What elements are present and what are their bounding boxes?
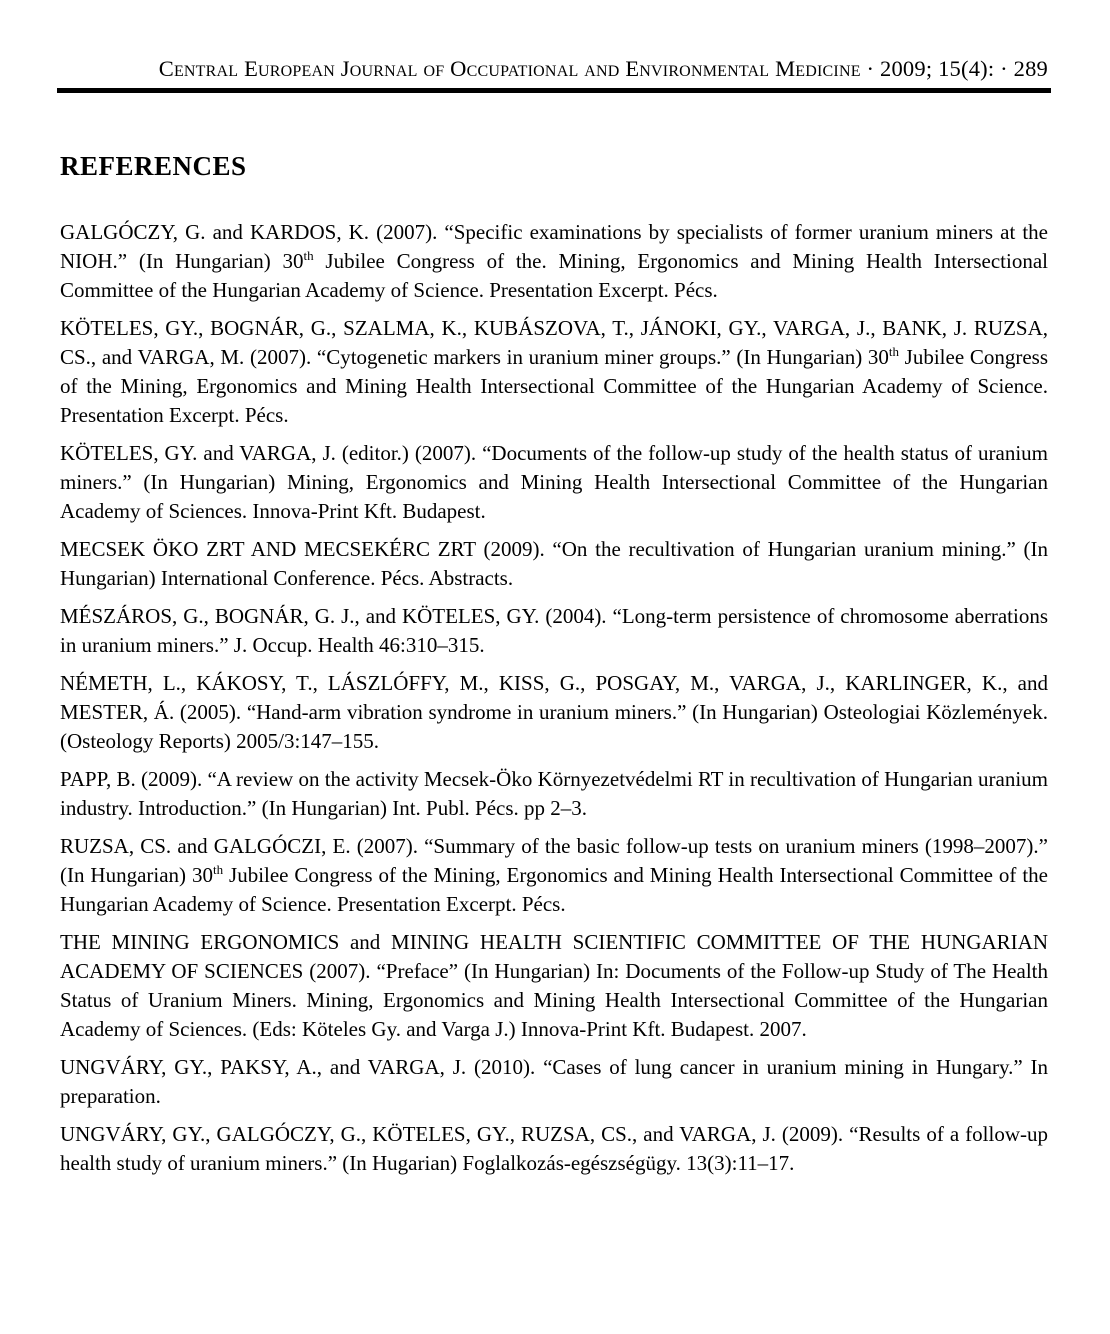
- header-rule: [57, 88, 1051, 93]
- reference-text: UNGVÁRY, GY., PAKSY, A., and VARGA, J. (2010). “Cases of lung cancer in uranium mining in Hungary.” In preparation.: [60, 1055, 1048, 1108]
- reference-text: UNGVÁRY, GY., GALGÓCZY, G., KÖTELES, GY., RUZSA, CS., and VARGA, J. (2009). “Results of a follow-up health study of uranium miners.” (In Hugarian) Foglalkozás-egészségügy. 13(3):11–17.: [60, 1122, 1048, 1175]
- reference-entry: [60, 602, 1048, 660]
- ordinal-superscript: th: [888, 344, 899, 359]
- reference-text: Jubilee Congress of the Mining, Ergonomics and Mining Health Intersectional Committee of the Hungarian Academy of Science. Presentation Excerpt. Pécs.: [60, 863, 1048, 916]
- reference-text: KÖTELES, GY. and VARGA, J. (editor.) (2007). “Documents of the follow-up study of the health status of uranium miners.” (In Hungarian) Mining, Ergonomics and Mining Health Intersectional Committee of the Hungarian Academy of Sciences. Innova-Print Kft. Budapest.: [60, 441, 1048, 523]
- reference-text: KÖTELES, GY., BOGNÁR, G., SZALMA, K., KUBÁSZOVA, T., JÁNOKI, GY., VARGA, J., BANK, J. RUZSA, CS., and VARGA, M. (2007). “Cytogenetic markers in uranium miner groups.” (In Hungarian) 30: [60, 316, 1048, 369]
- reference-text: NÉMETH, L., KÁKOSY, T., LÁSZLÓFFY, M., KISS, G., POSGAY, M., VARGA, J., KARLINGER, K., and MESTER, Á. (2005). “Hand-arm vibration syndrome in uranium miners.” (In Hungarian) Osteologiai Közlemények. (Osteology Reports) 2005/3:147–155.: [60, 671, 1048, 753]
- reference-entry: [60, 1120, 1048, 1178]
- reference-entry: [60, 765, 1048, 823]
- reference-text: GALGÓCZY, G. and KARDOS, K. (2007). “Specific examinations by specialists of former uranium miners at the NIOH.” (In Hungarian) 30: [60, 220, 1048, 273]
- reference-entry: [60, 1053, 1048, 1111]
- references-heading: REFERENCES: [60, 151, 247, 181]
- reference-entry: [60, 218, 1048, 305]
- reference-entry: [60, 832, 1048, 919]
- reference-text: Jubilee Congress of the. Mining, Ergonomics and Mining Health Intersectional Committee of the Hungarian Academy of Science. Presentation Excerpt. Pécs.: [60, 249, 1048, 302]
- reference-text: PAPP, B. (2009). “A review on the activity Mecsek-Öko Környezetvédelmi RT in recultivation of Hungarian uranium industry. Introduction.” (In Hungarian) Int. Publ. Pécs. pp 2–3.: [60, 767, 1048, 820]
- reference-entry: [60, 314, 1048, 430]
- ordinal-superscript: th: [212, 862, 224, 877]
- reference-entry: [60, 669, 1048, 756]
- reference-text: THE MINING ERGONOMICS and MINING HEALTH SCIENTIFIC COMMITTEE OF THE HUNGARIAN ACADEMY OF SCIENCES (2007). “Preface” (In Hungarian) In: Documents of the Follow-up Study of The Health Status of Uranium Miners. Mining, Ergonomics and Mining Health Intersectional Committee of the Hungarian Academy of Sciences. (Eds: Köteles Gy. and Varga J.) Innova-Print Kft. Budapest. 2007.: [60, 930, 1048, 1041]
- reference-text: MECSEK ÖKO ZRT AND MECSEKÉRC ZRT (2009). “On the recultivation of Hungarian uranium mining.” (In Hungarian) International Conference. Pécs. Abstracts.: [60, 537, 1048, 590]
- references-list: [60, 218, 1048, 1178]
- ordinal-superscript: th: [303, 248, 314, 263]
- reference-text: Jubilee Congress of the Mining, Ergonomics and Mining Health Intersectional Committee of the Hungarian Academy of Science. Presentation Excerpt. Pécs.: [60, 345, 1049, 427]
- reference-text: MÉSZÁROS, G., BOGNÁR, G. J., and KÖTELES, GY. (2004). “Long-term persistence of chromosome aberrations in uranium miners.” J. Occup. Health 46:310–315.: [60, 604, 1048, 657]
- reference-entry: [60, 535, 1048, 593]
- running-head: [60, 56, 1048, 82]
- reference-entry: [60, 928, 1048, 1044]
- running-head-text: Central European Journal of Occupational and Environmental Medicine · 2009; 15(4): · 289: [158, 56, 1048, 81]
- reference-text: RUZSA, CS. and GALGÓCZI, E. (2007). “Summary of the basic follow-up tests on uranium miners (1998–2007).” (In Hungarian) 30: [60, 834, 1048, 887]
- reference-entry: [60, 439, 1048, 526]
